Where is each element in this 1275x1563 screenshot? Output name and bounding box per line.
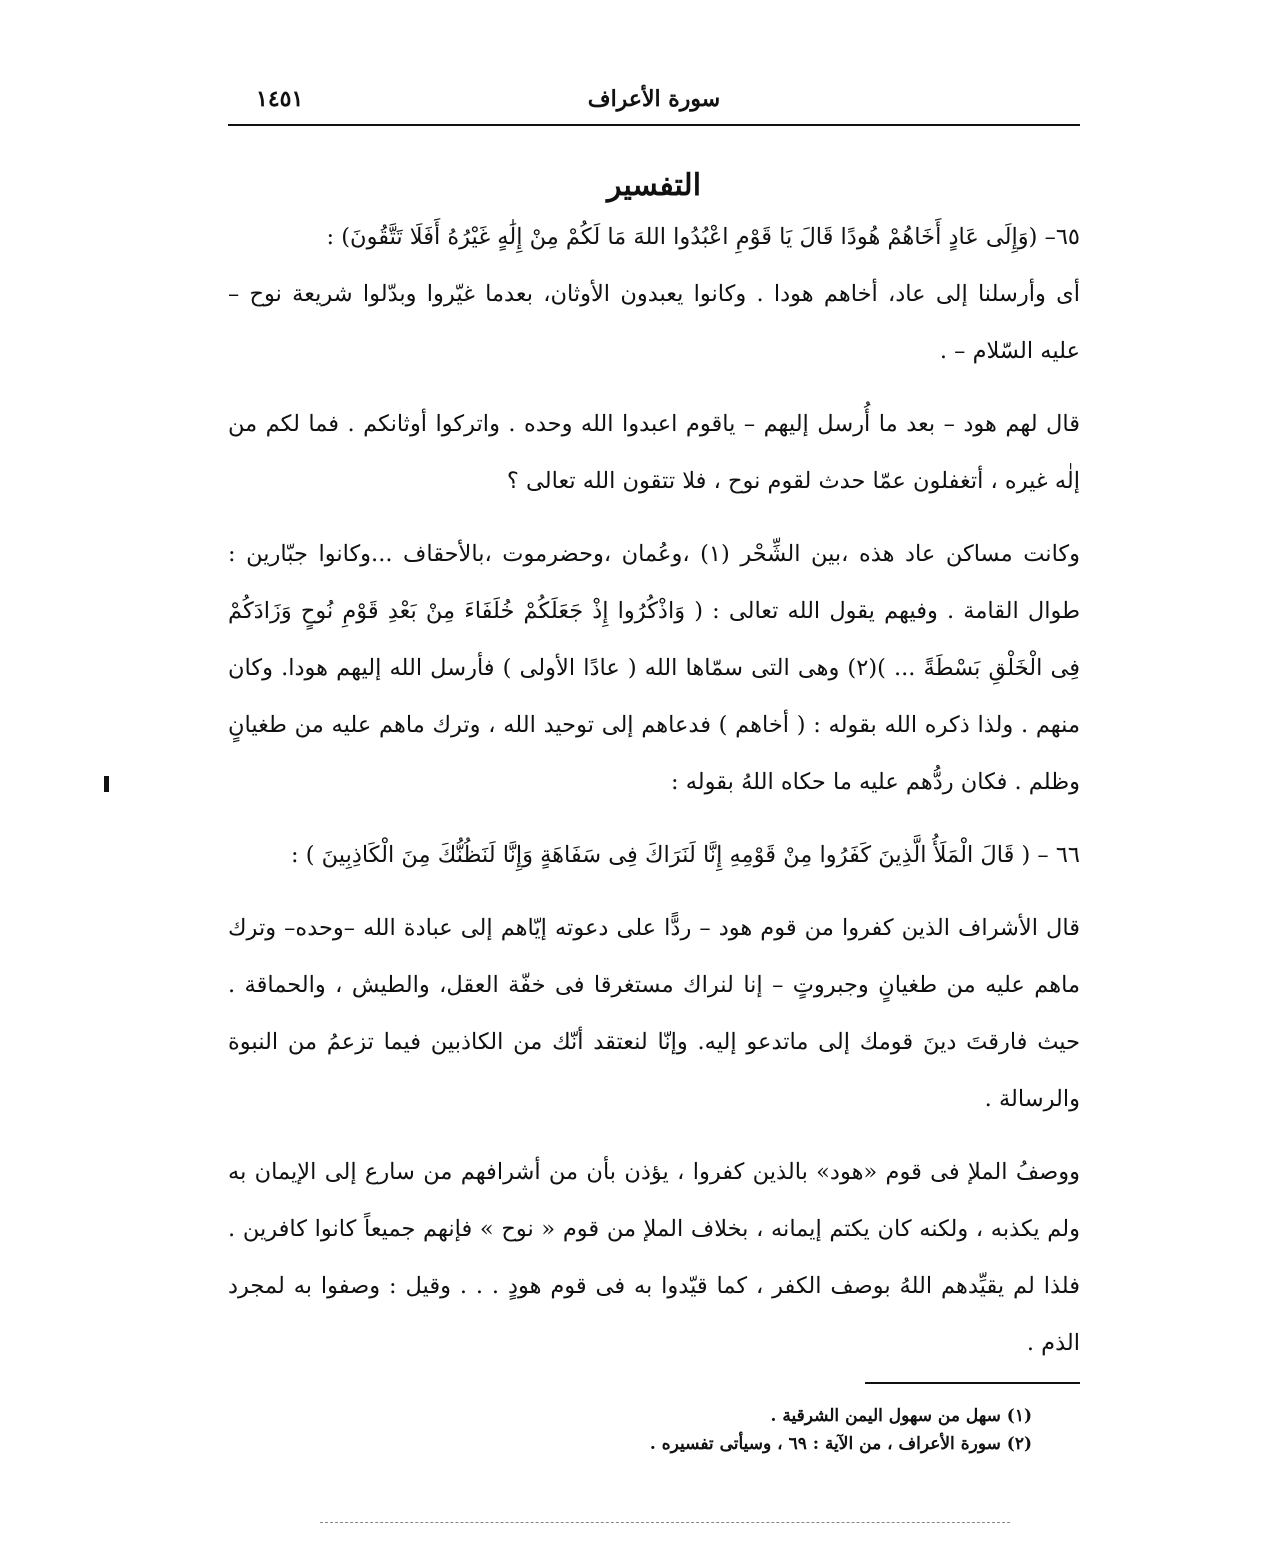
page bbox=[228, 80, 1080, 1458]
section-heading: التفسير bbox=[606, 168, 702, 203]
margin-mark bbox=[104, 776, 109, 792]
footnotes bbox=[228, 1402, 1080, 1458]
paragraph-2: قال لهم هود – بعد ما أُرسل إليهم – ياقوم اعبدوا الله وحده . واتركوا أوثانكم . فما لكم من إلٰه غيره ، أتغفلون عمّا حدث لقوم نوح ، فلا تتقون الله تعالى ؟ bbox=[228, 411, 1080, 494]
paragraph-5: ووصفُ الملإ فى قوم «هود» بالذين كفروا ، يؤذن بأن من أشرافهم من سارع إلى الإيمان به ولم يكذبه ، ولكنه كان يكتم إيمانه ، بخلاف الملإ من قوم « نوح » فإنهم جميعاً كانوا كافرين . فلذا لم يقيِّدهم اللهُ بوصف الكفر ، كما قيّدوا به فى قوم هودٍ . . . وقيل : وصفوا به لمجرد الذم . bbox=[228, 1159, 1080, 1356]
verse-66-heading: ٦٦ – ( قَالَ الْمَلَأُ الَّذِينَ كَفَرُوا مِنْ قَوْمِهِ إِنَّا لَنَرَاكَ فِى سَفَاهَةٍ وَإِنَّا لَنَظُنُّكَ مِنَ الْكَاذِبِينَ ) : bbox=[290, 842, 1080, 868]
footnote-divider bbox=[865, 1382, 1080, 1384]
surah-title: سورة الأعراف bbox=[587, 86, 721, 112]
page-header bbox=[228, 80, 1080, 126]
paragraph-4: قال الأشراف الذين كفروا من قوم هود – ردًّا على دعوته إيّاهم إلى عبادة الله –وحده– وترك ماهم عليه من طغيانٍ وجبروتٍ – إنا لنراك مستغرقا فى خفّة العقل، والطيش ، والحماقة . حيث فارقتَ دينَ قومك إلى ماتدعو إليه. وإنّا لنعتقد أنّك من الكاذبين فيما تزعمُ من النبوة والرسالة . bbox=[228, 915, 1080, 1112]
paragraph-3: وكانت مساكن عاد هذه ،بين الشِّحْر (١) ،وعُمان ،وحضرموت ،بالأحقاف ...وكانوا جبّارين : طوال القامة . وفيهم يقول الله تعالى : ( وَاذْكُرُوا إِذْ جَعَلَكُمْ خُلَفَاءَ مِنْ بَعْدِ قَوْمِ نُوحٍ وَزَادَكُمْ فِى الْخَلْقِ بَسْطَةً ... )(٢) وهى التى سمّاها الله ( عادًا الأولى ) فأرسل الله إليهم هودا. وكان منهم . ولذا ذكره الله بقوله : ( أخاهم ) فدعاهم إلى توحيد الله ، وترك ماهم عليه من طغيانٍ وظلم . فكان ردُّهم عليه ما حكاه اللهُ بقوله : bbox=[228, 541, 1081, 795]
bottom-divider bbox=[320, 1522, 1010, 1523]
paragraph-1: أى وأرسلنا إلى عاد، أخاهم هودا . وكانوا يعبدون الأوثان، بعدما غيّروا وبدّلوا شريعة نوح – عليه السّلام – . bbox=[228, 281, 1080, 364]
verse-65-heading: ٦٥– (وَإِلَى عَادٍ أَخَاهُمْ هُودًا قَالَ يَا قَوْمِ اعْبُدُوا اللهَ مَا لَكُمْ مِنْ إِلَٰهٍ غَيْرُهُ أَفَلَا تَتَّقُونَ) : bbox=[326, 224, 1080, 250]
footnote-2: (٢) سورة الأعراف ، من الآية : ٦٩ ، وسيأتى تفسيره . bbox=[649, 1434, 1032, 1454]
footnote-1: (١) سهل من سهول اليمن الشرقية . bbox=[770, 1406, 1032, 1426]
page-number: ١٤٥١ bbox=[256, 86, 304, 112]
